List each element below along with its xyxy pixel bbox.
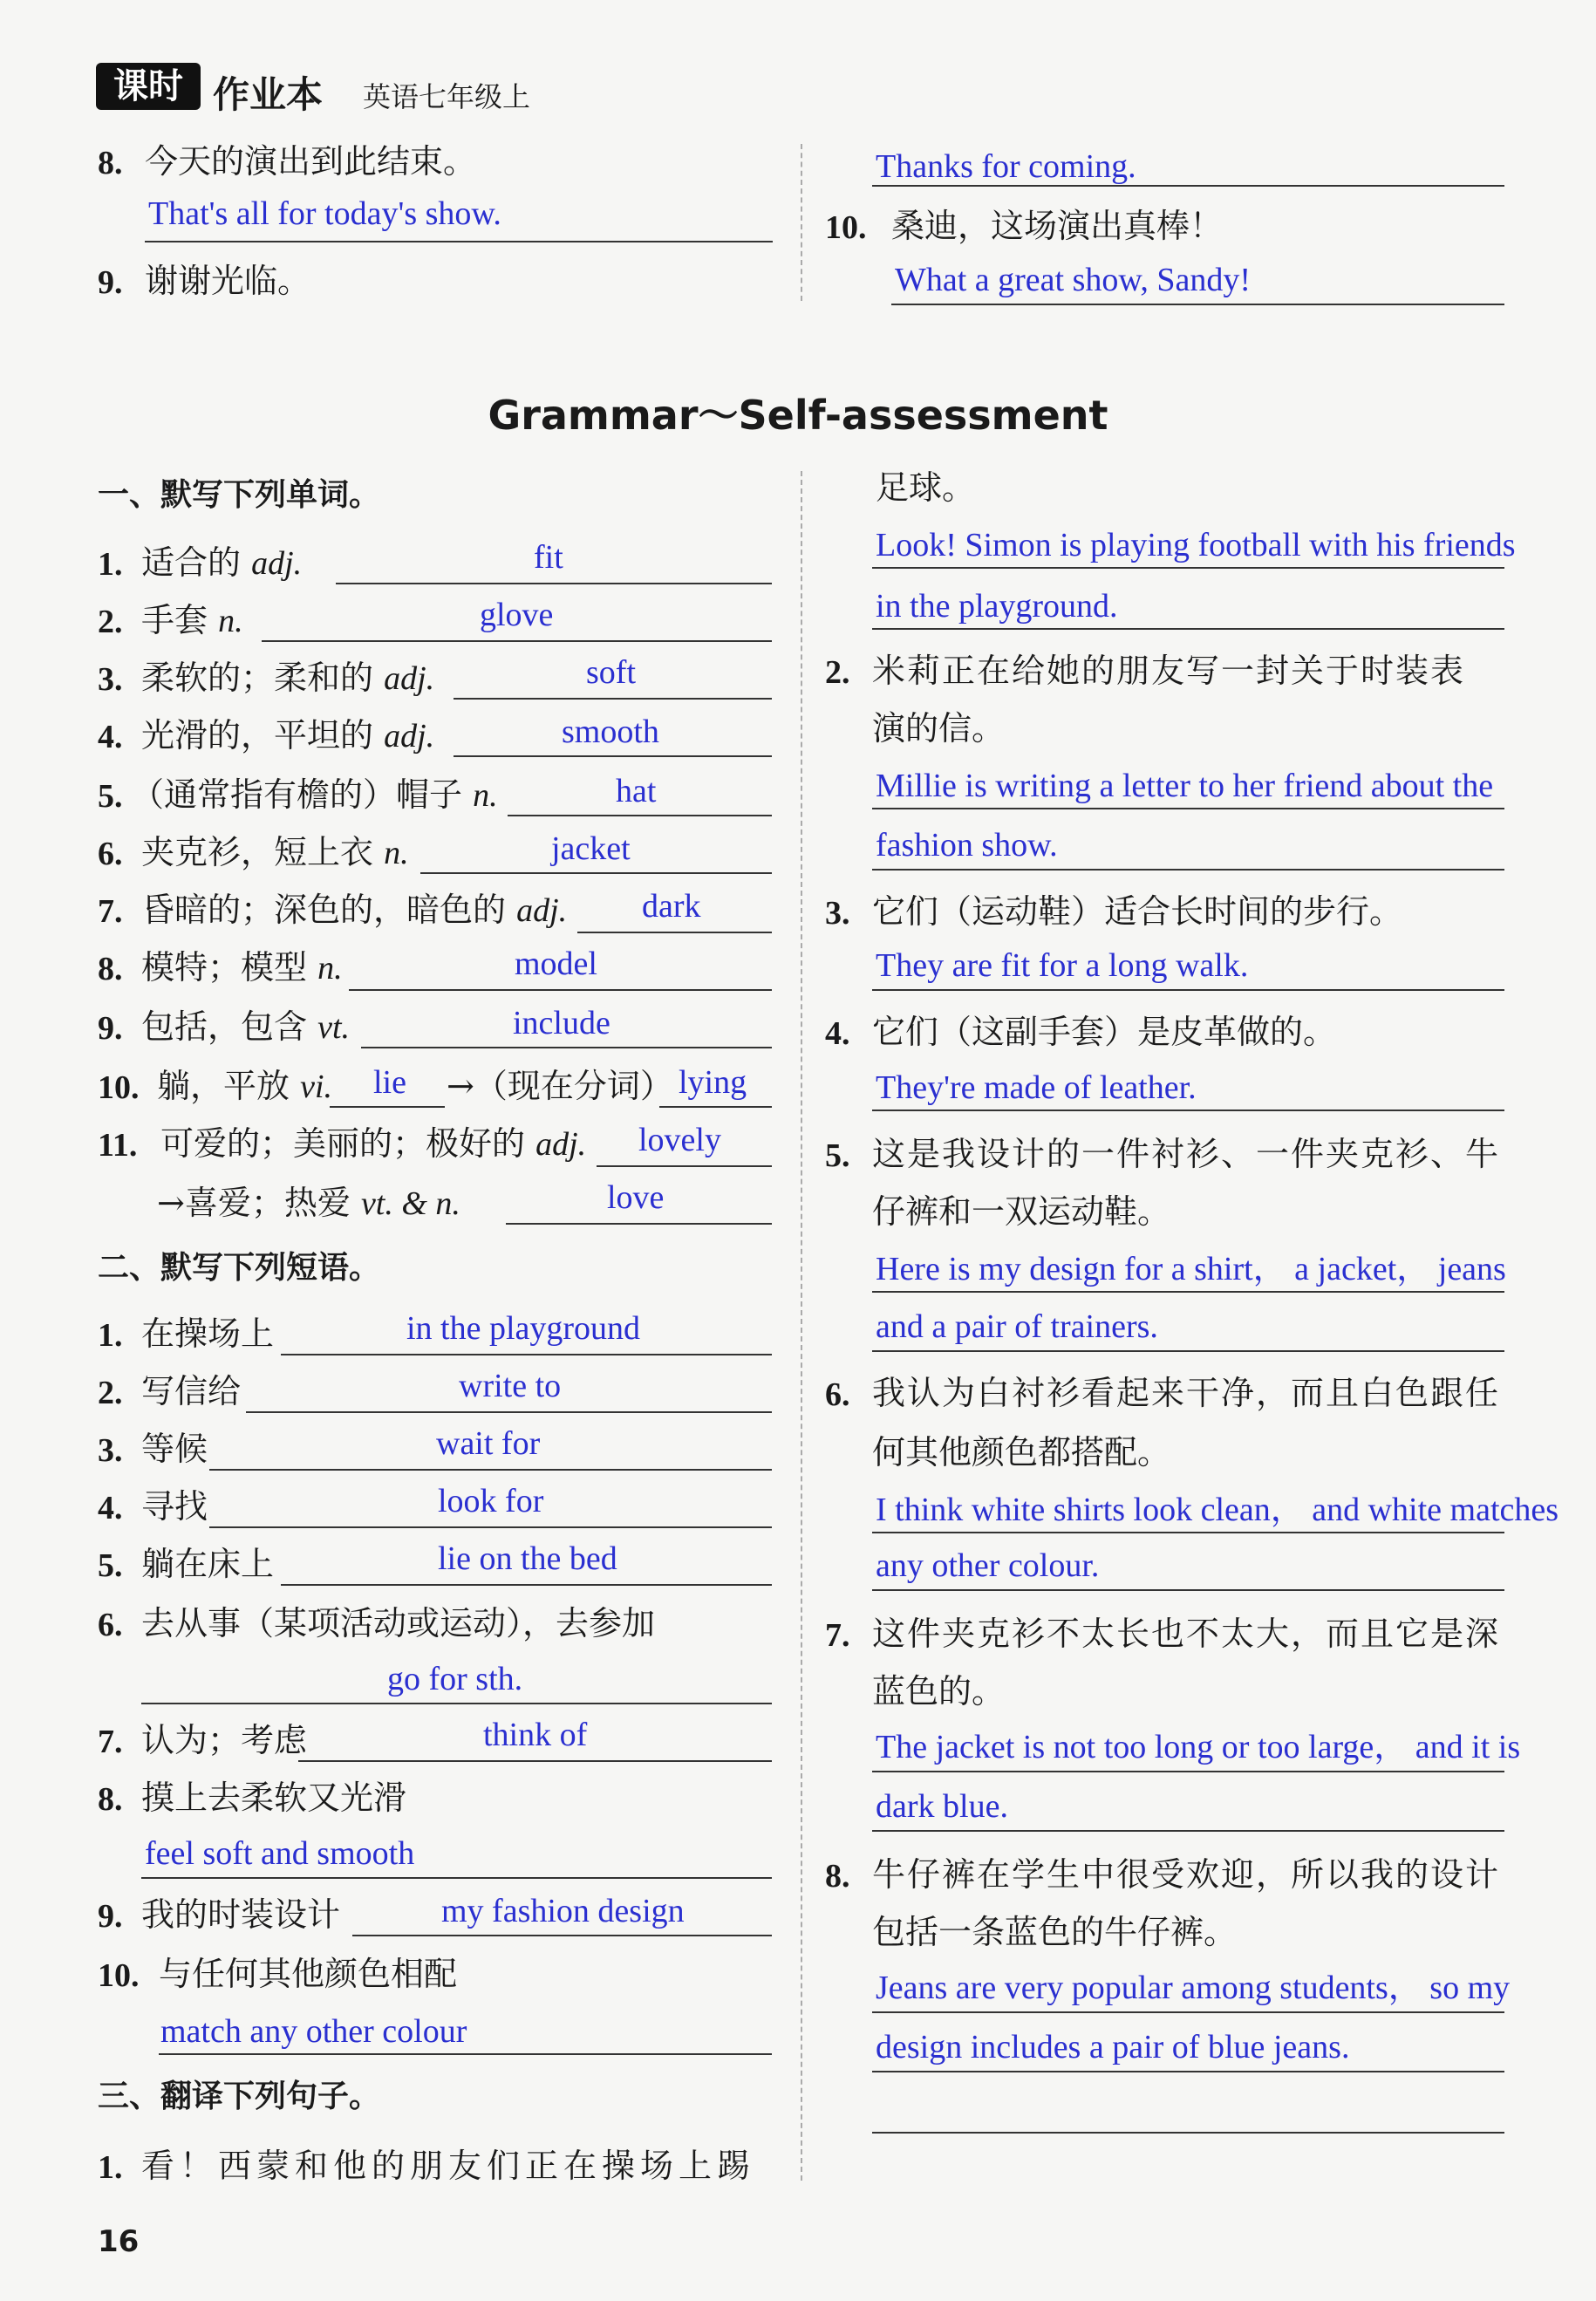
part1-item-9-chinese <box>141 1007 351 1046</box>
part1-item-2-zh: 手套 <box>141 601 208 639</box>
part2-item-4-answer[interactable]: look for <box>438 1483 544 1519</box>
part1-heading: 一、默写下列单词。 <box>98 477 381 513</box>
part3-q6-chinese-line2: 何其他颜色都搭配。 <box>872 1433 1171 1471</box>
part2-item-1-chinese: 在操场上 <box>141 1314 275 1353</box>
part3-q2-number: 2. <box>825 654 850 691</box>
part2-item-5-line <box>281 1584 772 1586</box>
part3-q7-line2 <box>872 1830 1504 1832</box>
part1-item-4-zh: 光滑的，平坦的 <box>141 716 374 754</box>
part1-item-1-line <box>336 583 772 584</box>
part2-item-9-chinese: 我的时装设计 <box>141 1895 341 1934</box>
section-title: Grammar～Self-assessment <box>488 392 1108 439</box>
part2-item-6-line <box>141 1703 772 1704</box>
part1-item-11-pos: adj. <box>535 1126 587 1163</box>
part3-q5-line1 <box>872 1291 1504 1293</box>
part1-item-8-answer[interactable]: model <box>515 946 597 982</box>
part1-item-1-answer[interactable]: fit <box>534 539 563 576</box>
part3-q6-answer-line2[interactable]: any other colour. <box>876 1547 1100 1584</box>
part2-item-1-number: 1. <box>98 1317 123 1354</box>
column-divider-top <box>801 144 802 301</box>
part1-item-1-number: 1. <box>98 546 123 583</box>
part1-item-4-chinese <box>141 716 435 754</box>
part1-item-10-answer2[interactable]: lying <box>679 1064 747 1101</box>
part1-item-9-pos: vt. <box>317 1009 351 1046</box>
part3-q2-line2 <box>872 869 1504 871</box>
part2-item-6-number: 6. <box>98 1607 123 1643</box>
page-number: 16 <box>98 2224 140 2259</box>
part1-item-10-chinese <box>157 1069 332 1103</box>
part2-item-8-answer[interactable]: feel soft and smooth <box>145 1835 415 1872</box>
part3-q5-answer-line2[interactable]: and a pair of trainers. <box>876 1308 1158 1345</box>
top-q8-answer[interactable]: That's all for today's show. <box>148 195 501 232</box>
part1-item-11-answer[interactable]: lovely <box>638 1122 721 1158</box>
part3-q1-number: 1. <box>98 2149 123 2186</box>
part1-item-7-line <box>577 932 772 933</box>
part1-item-6-number: 6. <box>98 836 123 872</box>
part3-q8-answer-line1[interactable]: Jeans are very popular among students， so my <box>876 1970 1511 2006</box>
part2-item-3-number: 3. <box>98 1432 123 1469</box>
part1-item-8-chinese <box>141 948 343 987</box>
part2-item-9-line <box>352 1935 772 1936</box>
top-q10-answer[interactable]: What a great show, Sandy! <box>895 262 1252 298</box>
part1-item-8-pos: n. <box>317 950 343 987</box>
part3-heading: 三、翻译下列句子。 <box>98 2079 381 2114</box>
part1-item-5-number: 5. <box>98 778 123 815</box>
top-q10-chinese: 桑迪，这场演出真棒！ <box>891 207 1224 245</box>
book-subject: 英语七年级上 <box>363 80 531 113</box>
part2-item-1-line <box>281 1354 772 1355</box>
part1-item-3-line <box>454 698 772 700</box>
part3-q1-line1 <box>872 567 1504 569</box>
part3-q1-line2 <box>872 628 1504 630</box>
part3-q4-chinese-line1: 它们（这副手套）是皮革做的。 <box>872 1013 1337 1051</box>
part1-item-5-answer[interactable]: hat <box>616 773 657 809</box>
part2-item-7-line <box>298 1760 772 1762</box>
part2-item-1-answer[interactable]: in the playground <box>406 1310 641 1347</box>
part2-item-2-chinese: 写信给 <box>141 1372 242 1410</box>
part2-item-9-number: 9. <box>98 1898 123 1935</box>
part2-item-10-number: 10. <box>98 1957 140 1994</box>
part1-item-1-chinese <box>141 543 303 582</box>
part2-item-6-answer[interactable]: go for sth. <box>387 1661 523 1697</box>
part1-item-1-zh: 适合的 <box>141 543 242 582</box>
part1-item-2-number: 2. <box>98 604 123 640</box>
part2-item-5-number: 5. <box>98 1547 123 1584</box>
part1-item-4-pos: adj. <box>384 718 435 754</box>
part3-q3-answer-line1[interactable]: They are fit for a long walk. <box>876 947 1249 984</box>
part1-item-11-zh2: →喜爱；热爱 <box>157 1184 351 1222</box>
part3-q6-line1 <box>872 1532 1504 1533</box>
part1-item-11-line <box>597 1165 772 1167</box>
part1-item-9-zh: 包括，包含 <box>141 1007 308 1046</box>
part3-q7-chinese-line1: 这件夹克衫不太长也不太大，而且它是深 <box>872 1615 1501 1653</box>
part1-item-4-number: 4. <box>98 719 123 755</box>
part2-item-3-line <box>209 1469 772 1471</box>
top-q8-number: 8. <box>98 145 123 181</box>
part3-q4-answer-line1[interactable]: They're made of leather. <box>876 1069 1197 1106</box>
part1-item-7-number: 7. <box>98 893 123 930</box>
part1-item-2-pos: n. <box>218 603 243 639</box>
part1-item-9-number: 9. <box>98 1010 123 1047</box>
part2-item-3-chinese: 等候 <box>141 1430 208 1468</box>
part3-q5-line2 <box>872 1350 1504 1352</box>
part1-item-10-number: 10. <box>98 1069 140 1106</box>
part1-item-3-number: 3. <box>98 661 123 698</box>
part1-item-5-zh: （通常指有檐的）帽子 <box>131 775 463 814</box>
part1-item-7-zh: 昏暗的；深色的，暗色的 <box>141 891 507 929</box>
part2-item-5-answer[interactable]: lie on the bed <box>438 1540 617 1577</box>
part3-q8-number: 8. <box>825 1858 850 1895</box>
part1-item-2-line <box>262 640 772 642</box>
part1-item-11-pos2: vt. & n. <box>360 1185 460 1222</box>
part2-item-10-line <box>159 2053 772 2055</box>
part1-item-2-chinese <box>141 601 243 639</box>
part3-q4-line1 <box>872 1110 1504 1111</box>
part1-item-8-zh: 模特；模型 <box>141 948 308 987</box>
book-title: 作业本 <box>213 73 324 116</box>
part2-item-4-line <box>209 1526 772 1528</box>
part2-item-2-answer[interactable]: write to <box>459 1368 562 1404</box>
part3-q2-answer-line2[interactable]: fashion show. <box>876 827 1058 864</box>
part1-item-6-pos: n. <box>384 835 409 871</box>
part3-q3-chinese-line1: 它们（运动鞋）适合长时间的步行。 <box>872 892 1403 931</box>
part2-item-7-number: 7. <box>98 1724 123 1760</box>
part1-item-2-answer[interactable]: glove <box>480 597 554 633</box>
column-divider-main <box>801 471 802 2181</box>
part3-q6-answer-line1[interactable]: I think white shirts look clean， and white matches <box>876 1492 1559 1528</box>
part3-q6-line2 <box>872 1589 1504 1591</box>
part3-q3-line1 <box>872 989 1504 991</box>
part2-item-8-line <box>141 1877 772 1879</box>
part1-item-10-pos: vi. <box>300 1069 333 1105</box>
part3-q1-answer-line1[interactable]: Look! Simon is playing football with his friends <box>876 527 1516 563</box>
part2-heading: 二、默写下列短语。 <box>98 1250 381 1286</box>
part1-item-10-answer[interactable]: lie <box>373 1064 406 1101</box>
part1-item-10-arrow: →（现在分词） <box>447 1067 673 1105</box>
part2-item-7-answer[interactable]: think of <box>483 1717 588 1753</box>
part1-item-6-zh: 夹克衫，短上衣 <box>141 833 374 871</box>
part1-item-3-chinese <box>141 661 434 695</box>
part3-q8-chinese-line1: 牛仔裤在学生中很受欢迎，所以我的设计 <box>872 1855 1501 1894</box>
part3-q8-answer-line2[interactable]: design includes a pair of blue jeans. <box>876 2029 1350 2065</box>
part3-q2-line1 <box>872 808 1504 809</box>
part1-item-8-line <box>349 989 772 991</box>
part3-q4-number: 4. <box>825 1015 850 1052</box>
part1-item-11-zh: 可爱的；美丽的；极好的 <box>160 1124 526 1163</box>
part1-item-11-line2 <box>506 1223 772 1225</box>
part2-item-3-answer[interactable]: wait for <box>436 1425 541 1462</box>
part1-item-5-chinese <box>131 775 498 814</box>
book-logo: 课时 <box>96 63 201 110</box>
top-q10-line <box>891 304 1504 305</box>
part1-item-10-line <box>330 1106 445 1108</box>
part3-q2-answer-line1[interactable]: Millie is writing a letter to her friend about the <box>876 768 1494 804</box>
part1-item-5-pos: n. <box>473 777 498 814</box>
top-q9-line <box>872 185 1504 187</box>
part1-item-3-answer[interactable]: soft <box>586 654 636 691</box>
part3-q1-chinese-line2: 足球。 <box>876 468 976 507</box>
part3-q5-chinese-line1: 这是我设计的一件衬衫、一件夹克衫、牛 <box>872 1135 1501 1173</box>
part1-item-9-line <box>361 1047 772 1048</box>
top-q9-chinese: 谢谢光临。 <box>145 262 311 300</box>
part1-item-11-answer2[interactable]: love <box>607 1179 665 1216</box>
part3-q7-answer-line2[interactable]: dark blue. <box>876 1788 1008 1825</box>
part1-item-1-pos: adj. <box>251 545 303 582</box>
part1-item-5-line <box>508 815 772 816</box>
part1-item-9-answer[interactable]: include <box>513 1005 610 1041</box>
part2-item-9-answer[interactable]: my fashion design <box>441 1893 685 1929</box>
part3-q7-chinese-line2: 蓝色的。 <box>872 1672 1006 1710</box>
part3-q7-answer-line1[interactable]: The jacket is not too long or too large， and it is <box>876 1729 1521 1765</box>
part3-q6-number: 6. <box>825 1376 850 1413</box>
part3-q5-number: 5. <box>825 1137 850 1174</box>
part3-q8-line1 <box>872 2011 1504 2013</box>
part1-item-6-answer[interactable]: jacket <box>551 830 631 867</box>
part3-q2-chinese-line1: 米莉正在给她的朋友写一封关于时装表 <box>872 652 1466 690</box>
part3-q7-line1 <box>872 1771 1504 1772</box>
part1-item-6-line <box>420 872 772 874</box>
part2-item-5-chinese: 躺在床上 <box>141 1545 275 1583</box>
top-q9-answer[interactable]: Thanks for coming. <box>876 148 1136 185</box>
part1-item-4-answer[interactable]: smooth <box>562 714 659 750</box>
part1-item-10-line2 <box>659 1106 772 1108</box>
part1-item-6-chinese <box>141 833 409 871</box>
part3-q8-line2 <box>872 2071 1504 2072</box>
part3-q3-number: 3. <box>825 895 850 932</box>
part3-q1-chinese-line1: 看！西蒙和他的朋友们正在操场上踢 <box>141 2147 756 2185</box>
part1-item-11-chinese <box>160 1124 587 1163</box>
part1-item-3-zh: 柔软的；柔和的 <box>141 659 374 697</box>
part3-q8-line3 <box>872 2132 1504 2134</box>
part3-q5-answer-line1[interactable]: Here is my design for a shirt， a jacket， jeans <box>876 1251 1506 1287</box>
part2-item-10-answer[interactable]: match any other colour <box>160 2013 467 2050</box>
part2-item-8-chinese: 摸上去柔软又光滑 <box>141 1779 407 1817</box>
part3-q5-chinese-line2: 仔裤和一双运动鞋。 <box>872 1192 1171 1231</box>
part1-item-7-chinese <box>141 893 567 927</box>
part1-item-3-pos: adj. <box>384 660 435 697</box>
top-q10-number: 10. <box>825 209 867 246</box>
part1-item-4-line <box>454 755 772 757</box>
part1-item-7-pos: adj. <box>516 892 568 929</box>
part2-item-4-number: 4. <box>98 1490 123 1526</box>
part2-item-2-line <box>246 1411 772 1413</box>
part3-q7-number: 7. <box>825 1617 850 1654</box>
part1-item-7-answer[interactable]: dark <box>642 888 701 925</box>
part1-item-11-line2-chinese <box>157 1186 460 1220</box>
part2-item-7-chinese: 认为；考虑 <box>141 1721 308 1759</box>
part2-item-8-number: 8. <box>98 1781 123 1818</box>
part1-item-10-zh: 躺，平放 <box>157 1067 290 1105</box>
part3-q1-answer-line2[interactable]: in the playground. <box>876 588 1118 625</box>
part2-item-4-chinese: 寻找 <box>141 1487 208 1526</box>
part2-item-6-chinese: 去从事（某项活动或运动），去参加 <box>141 1604 656 1642</box>
part1-item-11-number: 11. <box>98 1127 138 1164</box>
top-q9-number: 9. <box>98 264 123 301</box>
part2-item-2-number: 2. <box>98 1375 123 1411</box>
top-q8-line <box>145 241 773 242</box>
part2-item-10-chinese: 与任何其他颜色相配 <box>159 1955 458 1993</box>
part3-q2-chinese-line2: 演的信。 <box>872 709 1006 748</box>
top-q8-chinese: 今天的演出到此结束。 <box>145 142 477 181</box>
part1-item-8-number: 8. <box>98 951 123 987</box>
part3-q8-chinese-line2: 包括一条蓝色的牛仔裤。 <box>872 1913 1238 1951</box>
part3-q6-chinese-line1: 我认为白衬衫看起来干净，而且白色跟任 <box>872 1374 1501 1412</box>
